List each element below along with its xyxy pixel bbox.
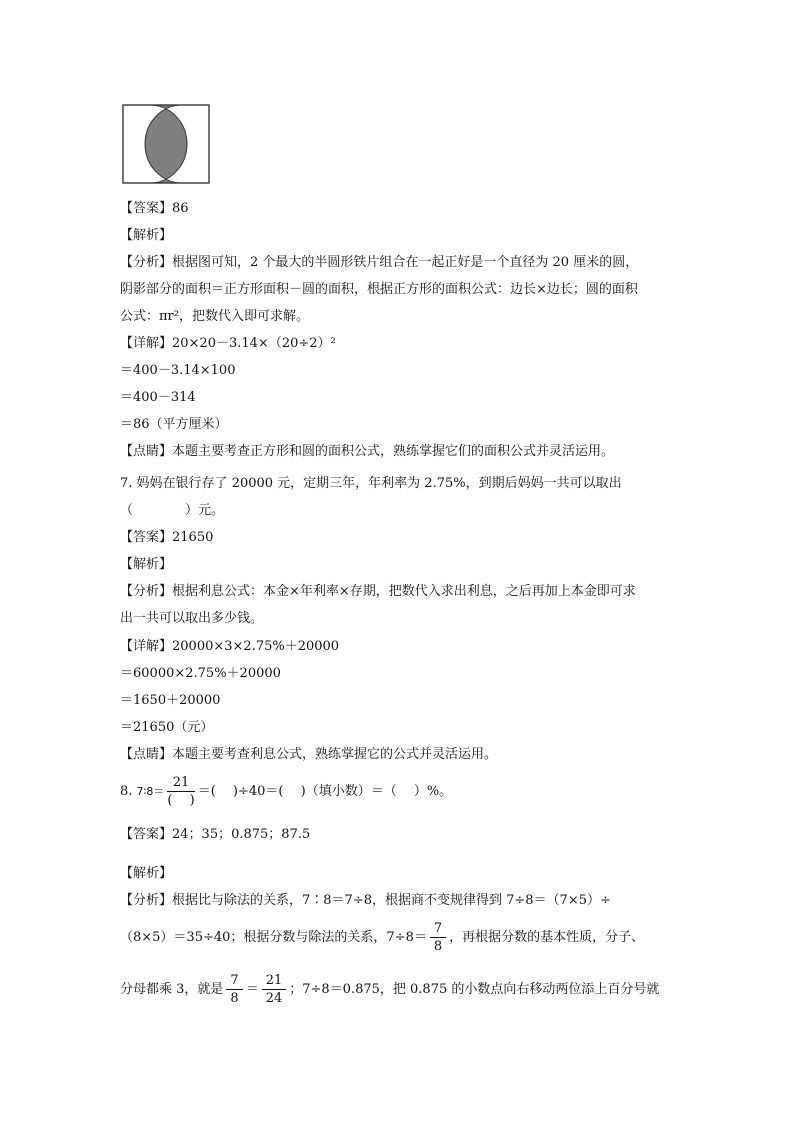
q8-fraction-numerator: 21 xyxy=(167,774,194,792)
q8-fraction-denominator: ( ) xyxy=(167,793,195,808)
q8-analysis-line-2 xyxy=(120,920,644,956)
q8-analysis-line-3-start: 分母都乘 3，就是 xyxy=(120,982,224,997)
q8-analysis-line-2-start: （8×5）＝35÷40；根据分数与除法的关系，7÷8＝ xyxy=(120,930,427,945)
q7-question-line-2: （ ）元。 xyxy=(120,503,225,518)
q7-analysis-heading: 【解析】 xyxy=(120,557,173,572)
q6-detail-line-2: ＝400－3.14×100 xyxy=(120,363,236,378)
q6-detail-line-3: ＝400－314 xyxy=(120,390,196,405)
q8-fraction-21-24-denominator: 24 xyxy=(265,991,283,1006)
q6-analysis-line-3: 公式：πr²，把数代入即可求解。 xyxy=(120,309,309,324)
q7-analysis-line-1: 【分析】根据利息公式：本金×年利率×存期，把数代入求出利息，之后再加上本金即可求 xyxy=(120,584,636,599)
q8-fraction-7-8-b-numerator: 7 xyxy=(226,972,242,990)
q8-fraction-21-24-numerator: 21 xyxy=(262,972,287,990)
q8-fraction-7-8-b-denominator: 8 xyxy=(230,991,239,1006)
q8-analysis-line-1: 【分析】根据比与除法的关系，7∶8＝7÷8，根据商不变规律得到 7÷8＝（7×5）÷ xyxy=(120,893,611,908)
q6-answer: 【答案】86 xyxy=(120,201,189,216)
q7-detail-line-3: ＝1650＋20000 xyxy=(120,693,221,708)
square-semicircle-figure xyxy=(122,104,210,184)
q8-fraction xyxy=(167,774,194,809)
q8-analysis-heading: 【解析】 xyxy=(120,866,173,881)
q8-fraction-equals: ＝ xyxy=(245,982,259,997)
q6-analysis-heading: 【解析】 xyxy=(120,228,173,243)
q6-detail-line-4: ＝86（平方厘米） xyxy=(120,417,228,432)
q8-fraction-7-8-denominator: 8 xyxy=(433,939,443,954)
q8-fraction-7-8-b xyxy=(226,972,242,1007)
q8-ratio: 7∶8＝ xyxy=(136,785,165,798)
q6-detail-line-1: 【详解】20×20－3.14×（20÷2）² xyxy=(120,336,336,351)
q7-answer: 【答案】21650 xyxy=(120,530,214,545)
q8-analysis-line-3 xyxy=(120,972,659,1008)
q8-question xyxy=(120,774,452,810)
q7-detail-line-1: 【详解】20000×3×2.75%＋20000 xyxy=(120,639,340,654)
q8-answer: 【答案】24；35；0.875；87.5 xyxy=(120,827,311,842)
q7-comment: 【点睛】本题主要考查利息公式，熟练掌握它的公式并灵活运用。 xyxy=(120,747,498,762)
q6-analysis-line-2: 阴影部分的面积＝正方形面积－圆的面积，根据正方形的面积公式：边长×边长；圆的面积 xyxy=(120,282,638,297)
q6-analysis-line-1: 【分析】根据图可知，2 个最大的半圆形铁片组合在一起正好是一个直径为 20 厘米的圆， xyxy=(120,255,639,270)
q8-fraction-7-8 xyxy=(430,920,446,955)
q7-detail-line-2: ＝60000×2.75%＋20000 xyxy=(120,666,281,681)
q7-analysis-line-2: 出一共可以取出多少钱。 xyxy=(120,611,264,626)
q8-number: 8. xyxy=(120,784,133,799)
q8-fraction-7-8-numerator: 7 xyxy=(430,920,446,938)
q7-detail-line-4: ＝21650（元） xyxy=(120,720,214,735)
q8-analysis-line-3-end: ；7÷8＝0.875，把 0.875 的小数点向右移动两位添上百分号就 xyxy=(289,982,660,997)
q7-question-line-1: 7. 妈妈在银行存了 20000 元，定期三年，年利率为 2.75%，到期后妈妈一共可以取出 xyxy=(120,476,622,491)
q8-fraction-21-24 xyxy=(262,972,287,1007)
q8-question-rest: ＝( )÷40＝( )（填小数）＝（ ）%。 xyxy=(197,784,453,799)
q8-analysis-line-2-end: ，再根据分数的基本性质，分子、 xyxy=(449,930,645,945)
q6-comment: 【点睛】本题主要考查正方形和圆的面积公式，熟练掌握它们的面积公式并灵活运用。 xyxy=(120,444,615,459)
